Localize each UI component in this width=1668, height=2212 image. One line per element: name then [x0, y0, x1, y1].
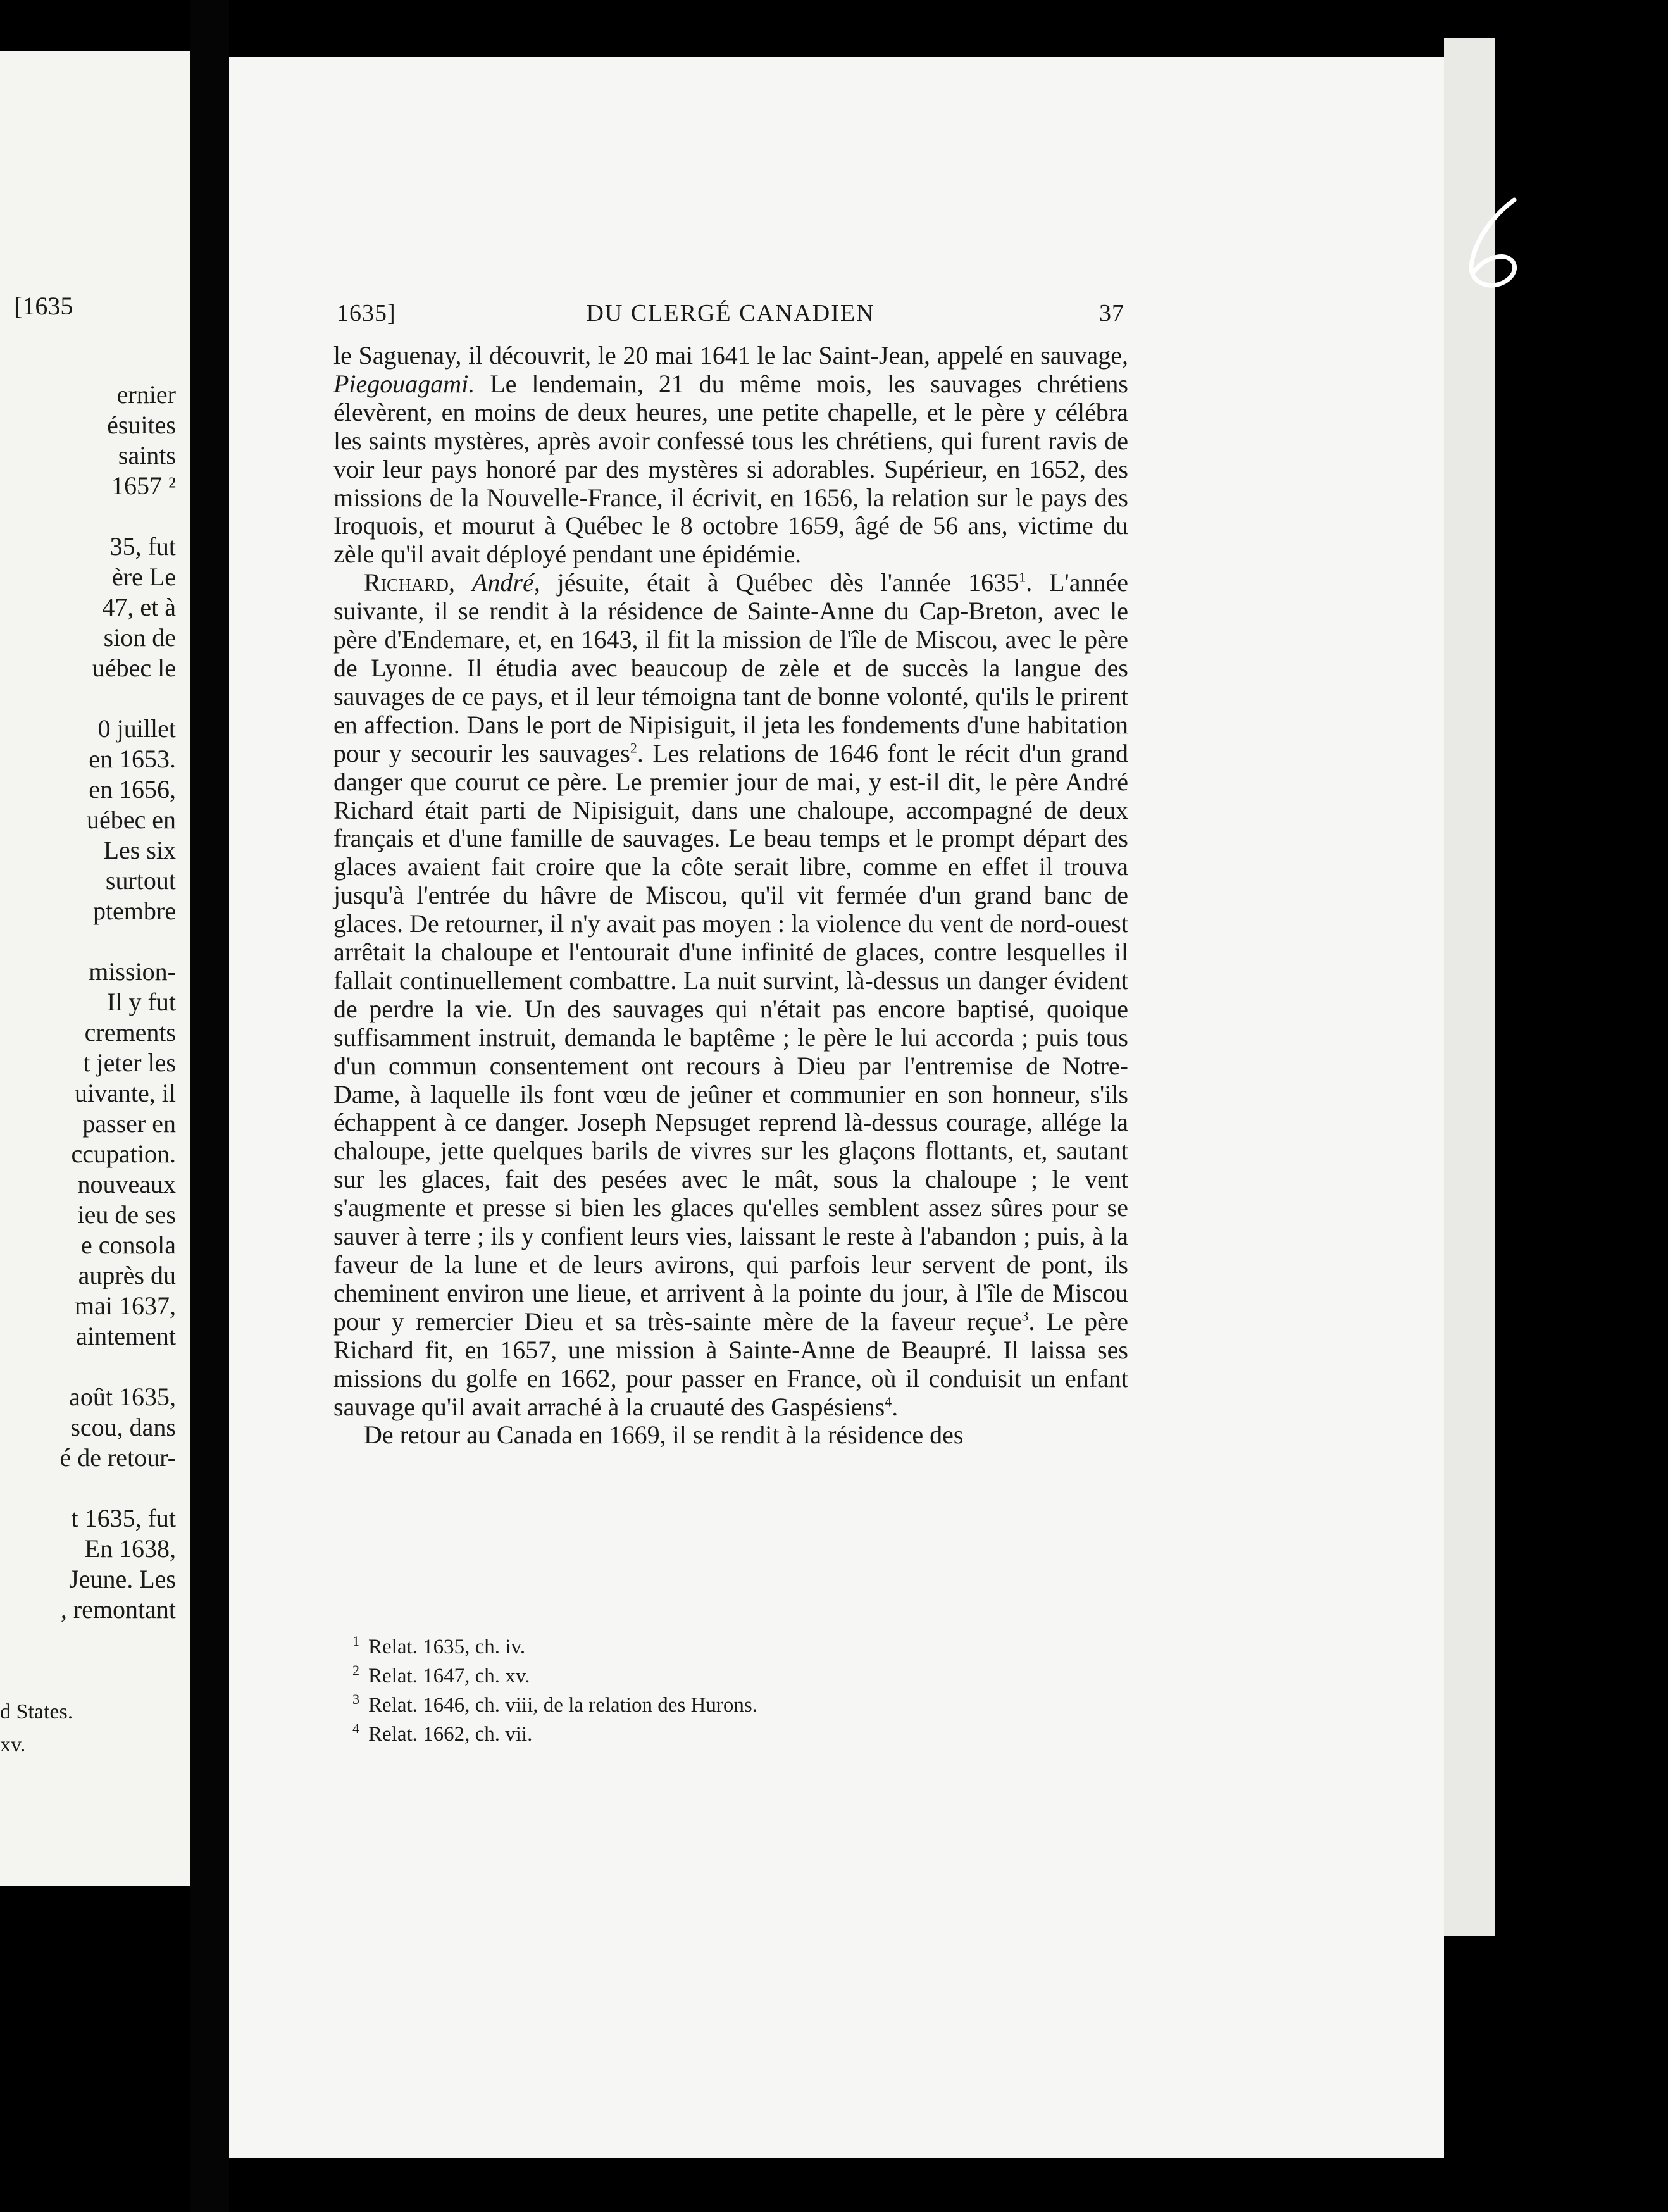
previous-page-line: En 1638, — [84, 1534, 176, 1563]
previous-page-gap — [0, 1351, 176, 1382]
footnote: $^2$ Relat. 1647, ch. xv. — [352, 1662, 530, 1687]
book-gutter — [190, 0, 229, 2212]
previous-page-line: t 1635, fut — [71, 1504, 176, 1532]
previous-page-notes — [0, 1696, 73, 1762]
previous-page-line: t jeter les — [83, 1048, 176, 1077]
footnote-ref: 2 — [630, 740, 637, 756]
paragraph-2: Richard, André, jésuite, était à Québec dès l'année 1635$^1$. L'année suivante, il se rendit à la résidence de Sainte-Anne du Cap-Breton, avec le père d'Endemare, et, en 1643, il fit la mission de l'île de Miscou, avec le père de Lyonne. Il étudia avec beaucoup de zèle et de succès la langue des sauvages de ce pays, et il leur témoigna tant de bonne volonté, qu'ils le prirent en affection. Dans le port de Nipisiguit, il jeta les fondements d'une habitation pour y secourir les sauvages$^2$. Les relations de 1646 font le récit d'un grand danger que courut ce père. Le premier jour de mai, y est-il dit, le père André Richard était parti de Nipisiguit, dans une chaloupe, accompagné de deux français et d'une famille de sauvages. Le beau temps et le prompt départ des glaces avaient fait croire que la côte serait libre, comme en effet il trouva jusqu'à l'entrée du hâvre de Miscou, qu'il vit fermée d'un grand banc de glaces. De retourner, il n'y avait pas moyen : la violence du vent de nord-ouest arrêtait la chaloupe et l'entourait d'une infinité de glaces, contre lesquelles il fallait continuellement combattre. La nuit survint, là-dessus un danger évident de perdre la vie. Un des sauvages qui n'était pas encore baptisé, quoique suffisamment instruit, demanda le baptême ; le père le lui accorda ; puis tous d'un commun consentement ont recours à Dieu par l'entremise de Notre-Dame, à laquelle ils font vœu de jeûner et communier en son honneur, s'ils échappent à ce danger. Joseph Nepsuget reprend là-dessus courage, allége la chaloupe, jette quelques barils de vivres sur les glaçons flottants, et, sautant sur les glaces, fait des pesées avec le mât, sous la chaloupe ; le vent s'augmente et presse si bien les glaces qu'elles semblent assez sûres pour se sauver à terre ; ils y confient leurs vies, laissant le reste à l'abandon ; puis, à la faveur de la lune et de leurs avirons, qui parfois leur servent de pont, ils cheminent environ une lieue, et arrivent à la pointe du jour, à l'île de Miscou pour y remercier Dieu et sa très-sainte mère de la faveur reçue$^3$. Le père Richard fit, en 1657, une mission à Sainte-Anne de Beaupré. Il laissa ses missions du golfe en 1662, pour passer en France, où il conduisit un enfant sauvage qu'il avait arraché à la cruauté des Gaspésiens$^4$. — [333, 568, 1129, 1421]
previous-page-gap — [0, 926, 176, 957]
header-year: 1635] — [337, 300, 396, 326]
entry-name: Richard, — [364, 568, 456, 597]
page-edge — [1444, 38, 1495, 1936]
previous-page-line: sion de — [103, 623, 176, 652]
previous-page-gap — [0, 683, 176, 714]
previous-page-line: ccupation. — [71, 1140, 176, 1168]
footnote-ref: 3 — [1021, 1308, 1029, 1324]
previous-page-line: aintement — [76, 1322, 176, 1350]
handwritten-mark-icon — [1459, 196, 1528, 297]
previous-page-line: août 1635, — [69, 1382, 176, 1411]
previous-page-line: en 1653. — [89, 745, 176, 773]
previous-page-line: scou, dans — [70, 1413, 176, 1441]
body-text — [333, 342, 1128, 1450]
paragraph-1: le Saguenay, il découvrit, le 20 mai 1641 le lac Saint-Jean, appelé en sauvage, Piegouagami. Le lendemain, 21 du même mois, les sauvages chrétiens élevèrent, en moins de deux heures, une petite chapelle, et le père y célébra les saints mystères, après avoir confessé tous les chrétiens, qui furent ravis de voir leur pays honoré par des mystères si adorables. Supérieur, en 1652, des missions de la Nouvelle-France, il écrivit, en 1656, la relation sur le pays des Iroquois, et mourut à Québec le 8 octobre 1659, âgé de 56 ans, victime du zèle qu'il avait déployé pendant une épidémie. — [333, 341, 1128, 569]
previous-page-line: en 1656, — [89, 775, 176, 804]
previous-page-line: uébec en — [86, 805, 176, 834]
footnote-ref: 4 — [885, 1393, 892, 1410]
previous-page-lines — [0, 380, 176, 1625]
footnote: $^4$ Relat. 1662, ch. vii. — [352, 1720, 533, 1746]
previous-page-line: surtout — [105, 866, 176, 895]
book-page — [229, 57, 1444, 2158]
previous-page-line: passer en — [82, 1109, 176, 1138]
previous-page-line: Il y fut — [107, 988, 176, 1016]
previous-page-line: Les six — [103, 836, 176, 864]
previous-page-line: uivante, il — [75, 1079, 176, 1107]
previous-page-line: mission- — [89, 957, 176, 986]
previous-page-line: nouveaux — [77, 1170, 176, 1198]
previous-page-strip — [0, 51, 190, 1886]
footnote: $^1$ Relat. 1635, ch. iv. — [352, 1633, 526, 1658]
previous-page-line: ptembre — [92, 897, 176, 925]
header-title: DU CLERGÉ CANADIEN — [586, 300, 875, 326]
previous-page-line: Jeune. Les — [69, 1565, 176, 1593]
previous-page-line: saints — [118, 441, 176, 469]
footnotes — [352, 1632, 1112, 1749]
previous-page-line: e consola — [81, 1231, 176, 1259]
previous-page-line: ère Le — [111, 562, 176, 591]
dark-margin — [1495, 0, 1668, 2212]
previous-page-note: xv. — [0, 1733, 26, 1756]
page-number: 37 — [1099, 300, 1124, 326]
previous-page-header: [1635 — [14, 292, 73, 320]
previous-page-line: , remontant — [60, 1595, 176, 1624]
previous-page-gap — [0, 501, 176, 531]
previous-page-line: 47, et à — [102, 593, 176, 621]
previous-page-gap — [0, 1473, 176, 1503]
previous-page-line: auprès du — [78, 1261, 176, 1289]
previous-page-line: ieu de ses — [77, 1200, 176, 1229]
previous-page-line: mai 1637, — [75, 1291, 176, 1320]
previous-page-line: ernier — [116, 380, 176, 409]
previous-page-note: d States. — [0, 1700, 73, 1724]
previous-page-line: uébec le — [92, 654, 176, 682]
footnote: $^3$ Relat. 1646, ch. viii, de la relation des Hurons. — [352, 1691, 757, 1717]
footnote-ref: 1 — [1019, 569, 1026, 585]
paragraph-3: De retour au Canada en 1669, il se rendit à la résidence des — [364, 1420, 964, 1450]
running-header — [337, 299, 1124, 331]
previous-page-line: ésuites — [107, 411, 176, 439]
previous-page-line: 1657 ² — [111, 471, 176, 500]
previous-page-line: é de retour- — [59, 1443, 176, 1472]
previous-page-line: crements — [84, 1018, 176, 1047]
previous-page-line: 35, fut — [109, 532, 176, 561]
previous-page-line: 0 juillet — [97, 714, 176, 743]
